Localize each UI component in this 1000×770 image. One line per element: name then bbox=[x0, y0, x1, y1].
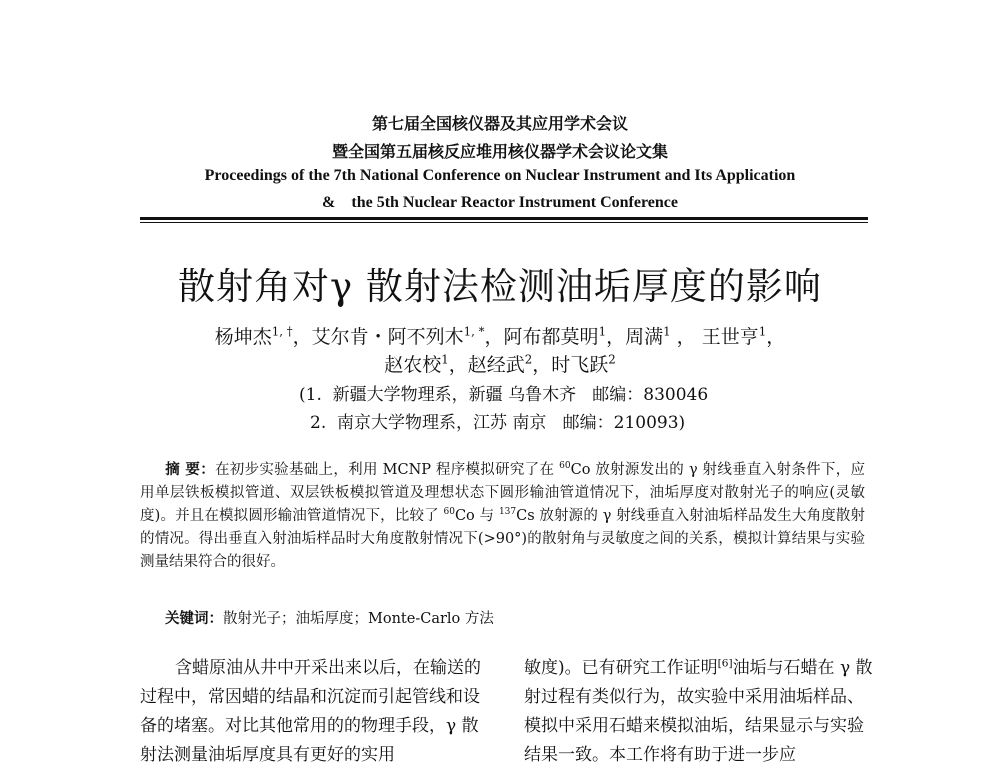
conference-title-cn-1: 第七届全国核仪器及其应用学术会议 bbox=[371, 114, 628, 133]
affiliation-1: (1. 新疆大学物理系，新疆 乌鲁木齐 邮编：830046 bbox=[299, 385, 709, 405]
authors-line-2: 赵农校$^1$，赵经武$^2$，时飞跃$^2$ bbox=[384, 352, 616, 376]
author: 艾尔肯・阿不列木 bbox=[311, 326, 464, 348]
author: 周满 bbox=[625, 326, 664, 348]
citation: [6] bbox=[717, 657, 733, 670]
conference-title-cn-2: 暨全国第五届核反应堆用核仪器学术会议论文集 bbox=[331, 142, 668, 161]
body-left-column: 含蜡原油从井中开采出来以后，在输送的过程中，常因蜡的结晶和沉淀而引起管线和设备的堵塞。对比其他常用的的物理手段，γ 散射法测量油垢厚度具有更好的实用 bbox=[140, 658, 481, 765]
header-rule-thin bbox=[140, 222, 868, 223]
author: 阿布都莫明 bbox=[503, 326, 599, 348]
author: 赵经武 bbox=[467, 354, 525, 376]
body-right-column: 敏度)。已有研究工作证明[6]油垢与石蜡在 γ 散射过程有类似行为，故实验中采用油垢样品、模拟中采用石蜡来模拟油垢，结果显示与实验结果一致。本工作将有助于进一步应 bbox=[524, 657, 873, 765]
abstract-label: 摘 要： bbox=[165, 461, 216, 478]
paper-title: 散射角对γ 散射法检测油垢厚度的影响 bbox=[178, 265, 822, 308]
conference-title-en-1: Proceedings of the 7th National Conference on Nuclear Instrument and Its Application bbox=[204, 167, 796, 184]
gamma-symbol: γ bbox=[330, 265, 354, 308]
affiliation-2: 2. 南京大学物理系，江苏 南京 邮编：210093) bbox=[310, 413, 686, 433]
keywords: 关键词：散射光子；油垢厚度；Monte-Carlo 方法 bbox=[165, 610, 494, 627]
keywords-label: 关键词： bbox=[165, 610, 223, 627]
conference-title-en-2: & the 5th Nuclear Reactor Instrument Conference bbox=[322, 194, 678, 211]
author: 赵农校 bbox=[384, 354, 442, 376]
author: 王世亨 bbox=[701, 326, 759, 348]
header-rule-thick bbox=[140, 217, 868, 220]
authors-line-1: 杨坤杰$^{1, \dagger}$，艾尔肯・阿不列木$^{1, *}$，阿布都莫明$^1$，周满$^1$ ， 王世亨$^1$， bbox=[214, 324, 786, 348]
abstract: 摘 要：在初步实验基础上，利用 MCNP 程序模拟研究了在 $^{60}$Co 放射源发出的 γ 射线垂直入射条件下，应用单层铁板模拟管道、双层铁板模拟管道及理想状态下圆形输油管道情况下，油垢厚度对散射光子的响应(灵敏度)。并且在模拟圆形输油管道情况下，比较了 $^{60}$Co 与 $^{137}$Cs 放射源的 γ 射线垂直入射油垢样品发生大角度散射的情况。得出垂直入射油垢样品时大角度散射情况下(>90°)的散射角与灵敏度之间的关系，模拟计算结果与实验测量结果符合的很好。 bbox=[140, 461, 866, 570]
author: 时飞跃 bbox=[551, 354, 609, 376]
author: 杨坤杰 bbox=[214, 326, 272, 348]
